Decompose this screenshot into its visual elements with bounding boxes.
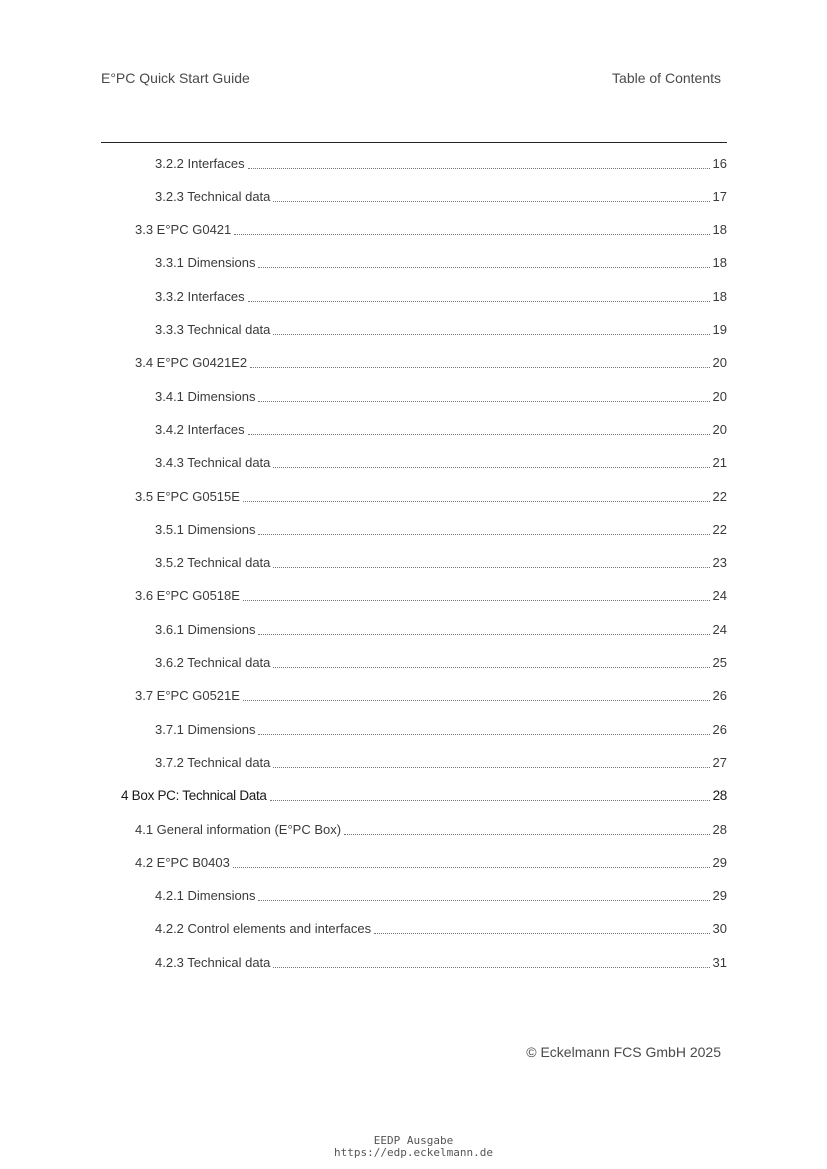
toc-entry-page-number: 17 bbox=[712, 188, 727, 204]
toc-entry-page-number: 21 bbox=[712, 455, 727, 471]
toc-entry[interactable] bbox=[155, 614, 727, 644]
toc-dot-leader bbox=[273, 201, 709, 202]
toc-entry-page-number: 20 bbox=[712, 355, 727, 371]
toc-entry-page-number: 19 bbox=[712, 322, 727, 337]
toc-entry-label: 3.6.2 Technical data bbox=[155, 655, 271, 670]
toc-dot-leader bbox=[374, 933, 709, 934]
toc-entry-label: 3.4 E°PC G0421E2 bbox=[135, 355, 248, 371]
toc-entry-page-number: 23 bbox=[712, 555, 727, 571]
footer-edition: EEDP Ausgabe bbox=[373, 1134, 454, 1147]
toc-entry-label: 3.3.2 Interfaces bbox=[155, 288, 245, 304]
toc-dot-leader bbox=[273, 967, 709, 968]
toc-entry-label: 3.3.3 Technical data bbox=[155, 322, 271, 337]
toc-entry[interactable] bbox=[135, 681, 727, 711]
toc-entry[interactable] bbox=[155, 414, 727, 444]
toc-entry-label: 4.1 General information (E°PC Box) bbox=[135, 821, 342, 837]
toc-dot-leader bbox=[248, 301, 710, 302]
toc-entry-label: 4 Box PC: Technical Data bbox=[121, 788, 267, 804]
toc-entry-page-number: 29 bbox=[712, 888, 727, 904]
toc-dot-leader bbox=[243, 501, 710, 502]
toc-entry[interactable] bbox=[155, 248, 727, 278]
toc-entry-page-number: 22 bbox=[712, 521, 727, 537]
toc-entry-page-number: 20 bbox=[712, 421, 727, 437]
toc-entry[interactable] bbox=[121, 781, 727, 811]
toc-dot-leader bbox=[250, 367, 709, 368]
toc-entry-page-number: 24 bbox=[712, 621, 727, 637]
toc-dot-leader bbox=[273, 334, 709, 335]
toc-entry[interactable] bbox=[155, 714, 727, 744]
toc-entry[interactable] bbox=[135, 215, 727, 245]
toc-entry[interactable] bbox=[155, 281, 727, 311]
toc-entry-label: 3.6.1 Dimensions bbox=[155, 621, 256, 637]
toc-dot-leader bbox=[258, 534, 709, 535]
toc-entry-page-number: 22 bbox=[712, 488, 727, 504]
toc-entry-label: 4.2.1 Dimensions bbox=[155, 888, 256, 904]
toc-entry[interactable] bbox=[135, 814, 727, 844]
toc-entry[interactable] bbox=[155, 947, 727, 977]
toc-entry[interactable] bbox=[135, 481, 727, 511]
toc-dot-leader bbox=[243, 700, 710, 701]
toc-entry-page-number: 26 bbox=[712, 721, 727, 737]
toc-entry-label: 3.7 E°PC G0521E bbox=[135, 688, 240, 704]
toc-entry-label: 3.4.3 Technical data bbox=[155, 455, 271, 471]
toc-entry[interactable] bbox=[155, 881, 727, 911]
toc-entry-page-number: 26 bbox=[712, 688, 727, 704]
toc-entry[interactable] bbox=[155, 181, 727, 211]
toc-dot-leader bbox=[258, 900, 709, 901]
toc-entry[interactable] bbox=[155, 548, 727, 578]
toc-dot-leader bbox=[273, 667, 709, 668]
footer-url[interactable]: https://edp.eckelmann.de bbox=[334, 1146, 493, 1159]
toc-entry-label: 4.2.2 Control elements and interfaces bbox=[155, 921, 372, 937]
toc-entry-label: 3.5 E°PC G0515E bbox=[135, 488, 240, 504]
toc-entry-label: 3.3 E°PC G0421 bbox=[135, 222, 232, 238]
header-document-title: E°PC Quick Start Guide bbox=[101, 70, 250, 86]
toc-entry-page-number: 18 bbox=[712, 255, 727, 271]
copyright-notice: © Eckelmann FCS GmbH 2025 bbox=[526, 1044, 721, 1060]
toc-dot-leader bbox=[258, 401, 709, 402]
toc-entry-label: 3.4.1 Dimensions bbox=[155, 388, 256, 404]
header-divider bbox=[101, 142, 727, 143]
toc-dot-leader bbox=[273, 567, 709, 568]
toc-entry-page-number: 29 bbox=[712, 854, 727, 870]
toc-entry[interactable] bbox=[155, 914, 727, 944]
toc-dot-leader bbox=[258, 734, 709, 735]
toc-entry[interactable] bbox=[155, 648, 727, 678]
header-section-title: Table of Contents bbox=[612, 70, 721, 86]
toc-dot-leader bbox=[243, 600, 710, 601]
toc-entry-label: 3.2.3 Technical data bbox=[155, 188, 271, 204]
toc-entry-page-number: 28 bbox=[712, 821, 727, 837]
toc-entry-page-number: 18 bbox=[712, 288, 727, 304]
toc-entry-label: 3.6 E°PC G0518E bbox=[135, 588, 240, 604]
toc-entry[interactable] bbox=[135, 581, 727, 611]
toc-dot-leader bbox=[234, 234, 709, 235]
toc-entry-label: 3.7.1 Dimensions bbox=[155, 721, 256, 737]
toc-entry-label: 3.3.1 Dimensions bbox=[155, 255, 256, 271]
toc-entry-page-number: 28 bbox=[712, 788, 727, 804]
toc-entry-label: 3.5.2 Technical data bbox=[155, 555, 271, 571]
toc-entry[interactable] bbox=[135, 847, 727, 877]
toc-dot-leader bbox=[270, 800, 710, 801]
toc-entry[interactable] bbox=[155, 747, 727, 777]
toc-entry-page-number: 25 bbox=[712, 655, 727, 670]
toc-dot-leader bbox=[248, 434, 710, 435]
toc-dot-leader bbox=[258, 634, 709, 635]
toc-entry[interactable] bbox=[155, 315, 727, 345]
toc-entry-label: 4.2 E°PC B0403 bbox=[135, 854, 230, 870]
toc-entry[interactable] bbox=[155, 381, 727, 411]
toc-entry-page-number: 20 bbox=[712, 388, 727, 404]
toc-entry-page-number: 31 bbox=[712, 954, 727, 970]
toc-entry-page-number: 24 bbox=[712, 588, 727, 604]
toc-entry[interactable] bbox=[155, 514, 727, 544]
toc-entry[interactable] bbox=[135, 348, 727, 378]
toc-entry-page-number: 30 bbox=[712, 921, 727, 937]
toc-entry-page-number: 27 bbox=[712, 754, 727, 770]
toc-entry-page-number: 16 bbox=[712, 155, 727, 171]
toc-entry[interactable] bbox=[155, 148, 727, 178]
toc-dot-leader bbox=[248, 168, 710, 169]
toc-dot-leader bbox=[273, 767, 709, 768]
toc-dot-leader bbox=[258, 267, 709, 268]
toc-entry-page-number: 18 bbox=[712, 222, 727, 238]
toc-dot-leader bbox=[344, 834, 709, 835]
toc-entry-label: 3.7.2 Technical data bbox=[155, 754, 271, 770]
toc-dot-leader bbox=[233, 867, 710, 868]
toc-entry-label: 3.5.1 Dimensions bbox=[155, 521, 256, 537]
toc-entry-label: 4.2.3 Technical data bbox=[155, 954, 271, 970]
toc-entry-label: 3.2.2 Interfaces bbox=[155, 155, 245, 171]
toc-entry-label: 3.4.2 Interfaces bbox=[155, 421, 245, 437]
toc-entry[interactable] bbox=[155, 448, 727, 478]
toc-dot-leader bbox=[273, 467, 709, 468]
